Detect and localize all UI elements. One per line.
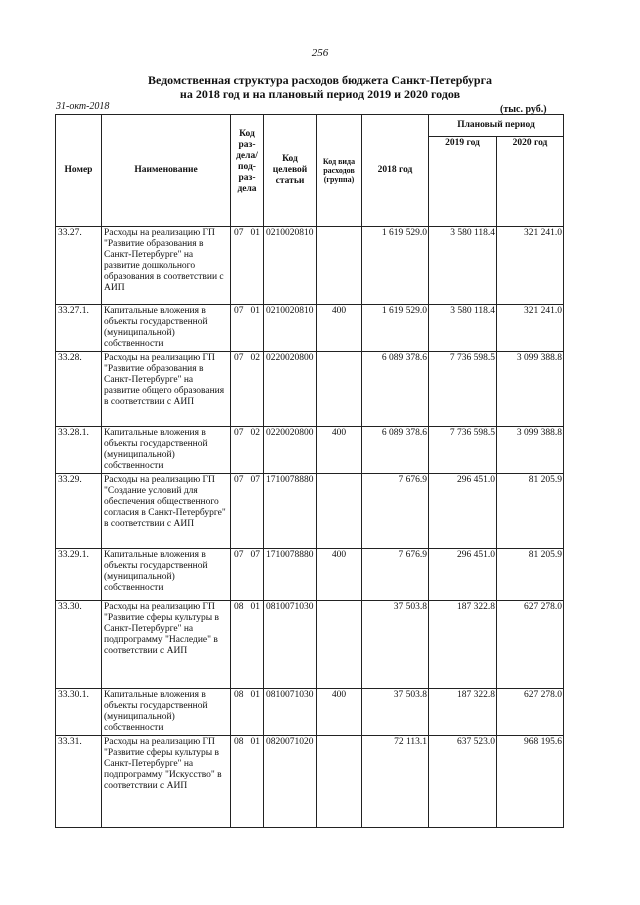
row-target-code: 0210020810 (264, 227, 317, 305)
page-number: 256 (311, 47, 329, 59)
row-section-code (231, 689, 264, 736)
document-date: 31-окт-2018 (56, 101, 110, 112)
subsection-code: 07 (250, 475, 260, 485)
header-section-code: Код раз- дела/ под- раз- дела (231, 115, 264, 227)
row-amount-2018: 7 676.9 (362, 549, 429, 601)
subsection-code: 01 (250, 306, 260, 316)
row-section-code (231, 601, 264, 689)
table-row (56, 352, 564, 427)
row-target-code: 0210020810 (264, 305, 317, 352)
row-section-code (231, 227, 264, 305)
row-amount-2020: 627 278.0 (497, 601, 564, 689)
row-expense-type (317, 601, 362, 689)
row-amount-2019: 637 523.0 (429, 736, 497, 828)
row-amount-2020: 321 241.0 (497, 227, 564, 305)
header-expense-type-code: Код вида расходов (группа) (317, 115, 362, 227)
row-number: 33.29.1. (56, 549, 102, 601)
row-target-code: 0220020800 (264, 427, 317, 474)
row-amount-2019: 3 580 118.4 (429, 305, 497, 352)
row-number: 33.27. (56, 227, 102, 305)
row-amount-2018: 1 619 529.0 (362, 305, 429, 352)
section-code: 07 (234, 475, 244, 485)
table-row (56, 427, 564, 474)
row-name: Капитальные вложения в объекты государственной (муниципальной) собственности (102, 689, 231, 736)
subsection-code: 02 (250, 428, 260, 438)
row-amount-2018: 6 089 378.6 (362, 427, 429, 474)
row-expense-type: 400 (317, 689, 362, 736)
row-number: 33.30. (56, 601, 102, 689)
section-code: 07 (234, 428, 244, 438)
table-row (56, 227, 564, 305)
header-planned-period: Плановый период (429, 115, 564, 137)
row-target-code: 1710078880 (264, 549, 317, 601)
row-name: Расходы на реализацию ГП "Развитие образования в Санкт-Петербурге" на развитие дошкольного образования в соответствии с АИП (102, 227, 231, 305)
row-expense-type (317, 474, 362, 549)
row-amount-2018: 37 503.8 (362, 689, 429, 736)
row-expense-type (317, 227, 362, 305)
row-number: 33.27.1. (56, 305, 102, 352)
row-section-code (231, 474, 264, 549)
subsection-code: 02 (250, 353, 260, 363)
section-code: 07 (234, 228, 244, 238)
row-amount-2020: 3 099 388.8 (497, 352, 564, 427)
budget-table (55, 114, 564, 828)
row-amount-2020: 3 099 388.8 (497, 427, 564, 474)
row-amount-2019: 3 580 118.4 (429, 227, 497, 305)
row-name: Расходы на реализацию ГП "Развитие образования в Санкт-Петербурге" на развитие общего образования в соответствии с АИП (102, 352, 231, 427)
row-amount-2019: 7 736 598.5 (429, 427, 497, 474)
section-code: 08 (234, 690, 244, 700)
table-row (56, 736, 564, 828)
row-section-code (231, 305, 264, 352)
table-row (56, 689, 564, 736)
table-row (56, 601, 564, 689)
title-line-1: Ведомственная структура расходов бюджета Санкт-Петербурга (147, 73, 493, 87)
header-2019: 2019 год (429, 137, 497, 227)
header-2020: 2020 год (497, 137, 564, 227)
row-number: 33.30.1. (56, 689, 102, 736)
subsection-code: 01 (250, 690, 260, 700)
row-amount-2020: 627 278.0 (497, 689, 564, 736)
subsection-code: 01 (250, 228, 260, 238)
row-section-code (231, 549, 264, 601)
section-code: 08 (234, 602, 244, 612)
section-code: 07 (234, 353, 244, 363)
row-amount-2019: 296 451.0 (429, 549, 497, 601)
row-expense-type: 400 (317, 549, 362, 601)
title-line-2: на 2018 год и на плановый период 2019 и 2020 годов (179, 87, 461, 101)
row-target-code: 1710078880 (264, 474, 317, 549)
header-number: Номер (56, 115, 102, 227)
row-name: Расходы на реализацию ГП "Развитие сферы культуры в Санкт-Петербурге" на подпрограмму "Наследие" в соответствии с АИП (102, 601, 231, 689)
row-number: 33.28.1. (56, 427, 102, 474)
row-section-code (231, 427, 264, 474)
section-code: 07 (234, 306, 244, 316)
subsection-code: 01 (250, 737, 260, 747)
document-title (0, 73, 640, 101)
row-amount-2018: 7 676.9 (362, 474, 429, 549)
row-target-code: 0810071030 (264, 689, 317, 736)
header-2018: 2018 год (362, 115, 429, 227)
section-code: 07 (234, 550, 244, 560)
table-row (56, 305, 564, 352)
table-row (56, 549, 564, 601)
header-target-code: Код целевой статьи (264, 115, 317, 227)
table-row (56, 474, 564, 549)
row-amount-2019: 296 451.0 (429, 474, 497, 549)
row-target-code: 0820071020 (264, 736, 317, 828)
row-expense-type: 400 (317, 305, 362, 352)
header-name: Наименование (102, 115, 231, 227)
row-name: Расходы на реализацию ГП "Создание условий для обеспечения общественного согласия в Санкт-Петербурге" в соответствии с АИП (102, 474, 231, 549)
row-expense-type: 400 (317, 427, 362, 474)
subsection-code: 07 (250, 550, 260, 560)
subsection-code: 01 (250, 602, 260, 612)
row-amount-2020: 968 195.6 (497, 736, 564, 828)
row-amount-2018: 37 503.8 (362, 601, 429, 689)
row-amount-2018: 6 089 378.6 (362, 352, 429, 427)
row-amount-2018: 72 113.1 (362, 736, 429, 828)
row-target-code: 0220020800 (264, 352, 317, 427)
row-number: 33.28. (56, 352, 102, 427)
row-expense-type (317, 352, 362, 427)
row-section-code (231, 736, 264, 828)
row-amount-2018: 1 619 529.0 (362, 227, 429, 305)
row-amount-2020: 321 241.0 (497, 305, 564, 352)
row-number: 33.31. (56, 736, 102, 828)
row-expense-type (317, 736, 362, 828)
row-amount-2019: 187 322.8 (429, 601, 497, 689)
section-code: 08 (234, 737, 244, 747)
row-target-code: 0810071030 (264, 601, 317, 689)
units-label: (тыс. руб.) (500, 104, 547, 115)
row-name: Расходы на реализацию ГП "Развитие сферы культуры в Санкт-Петербурге" на подпрограмму "Искусство" в соответствии с АИП (102, 736, 231, 828)
row-amount-2019: 187 322.8 (429, 689, 497, 736)
row-number: 33.29. (56, 474, 102, 549)
row-amount-2019: 7 736 598.5 (429, 352, 497, 427)
row-section-code (231, 352, 264, 427)
row-name: Капитальные вложения в объекты государственной (муниципальной) собственности (102, 549, 231, 601)
row-amount-2020: 81 205.9 (497, 549, 564, 601)
row-name: Капитальные вложения в объекты государственной (муниципальной) собственности (102, 427, 231, 474)
row-name: Капитальные вложения в объекты государственной (муниципальной) собственности (102, 305, 231, 352)
row-amount-2020: 81 205.9 (497, 474, 564, 549)
